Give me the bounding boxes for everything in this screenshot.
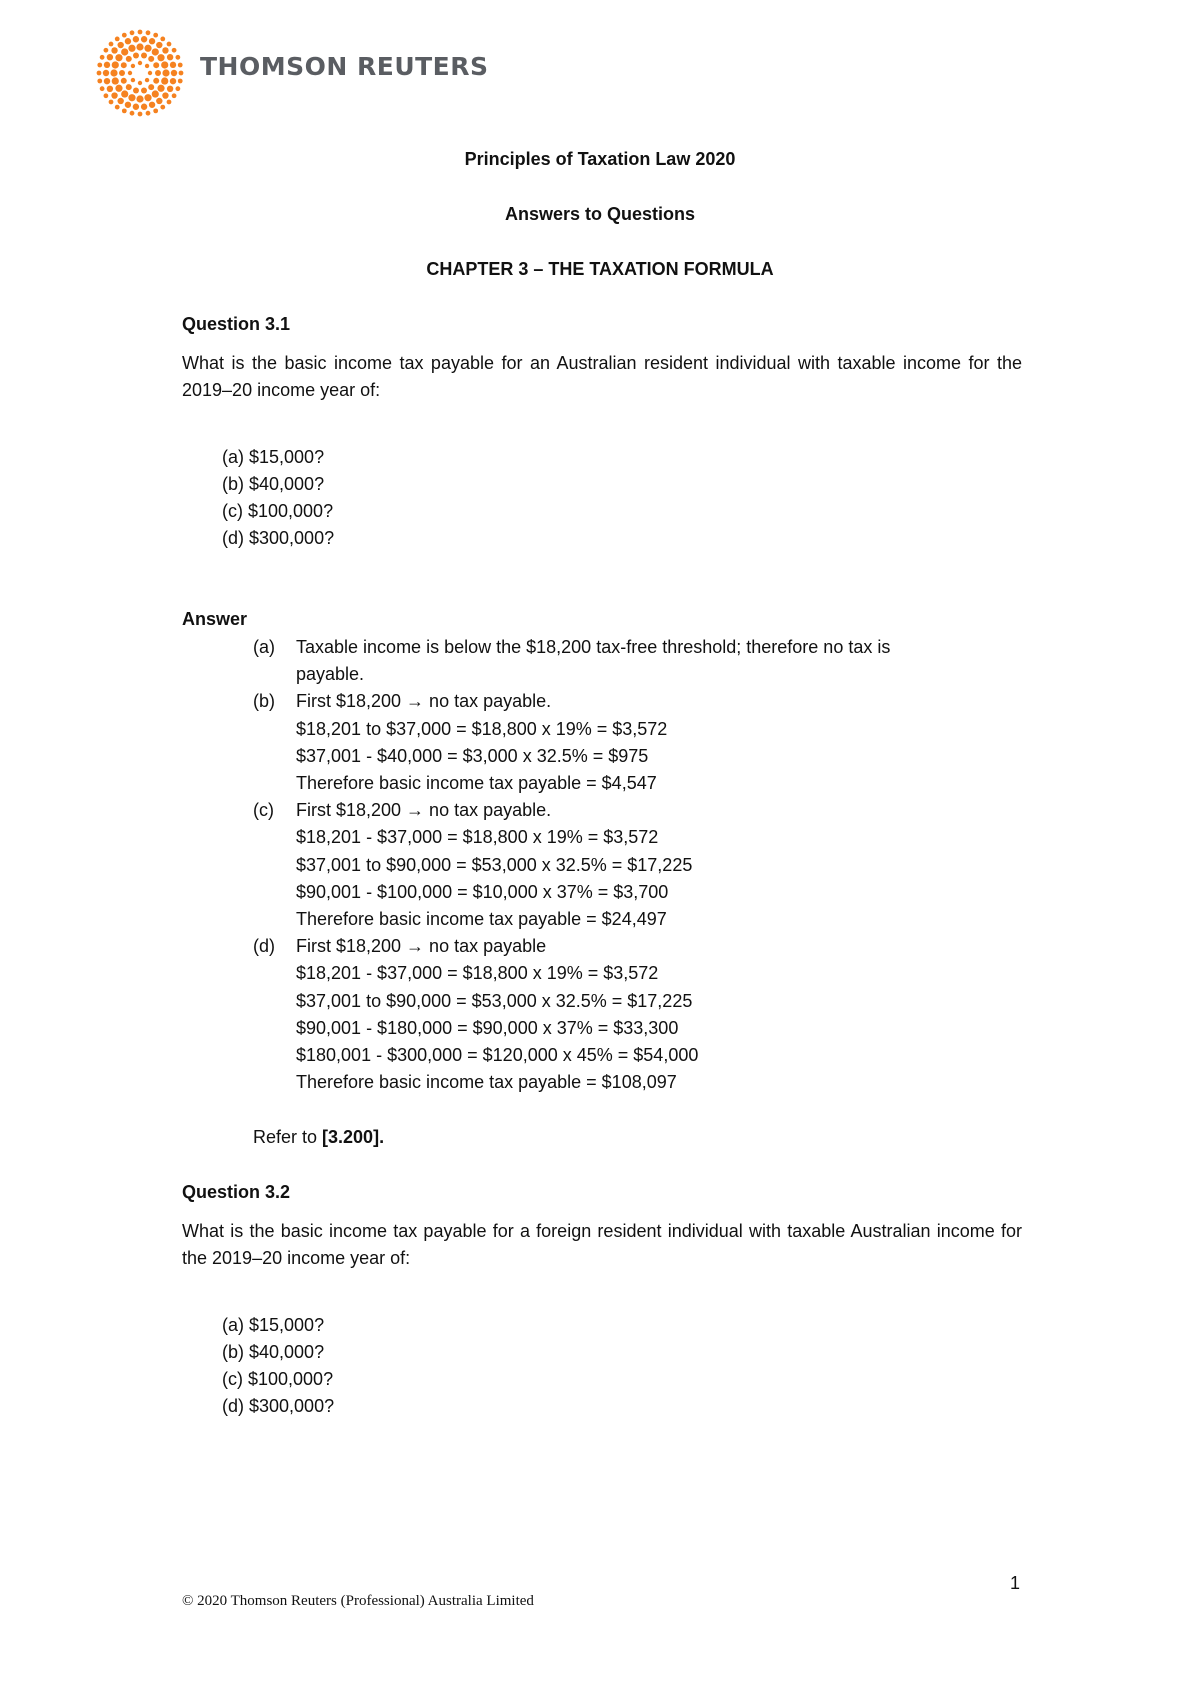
logo-dot [121, 48, 128, 55]
logo-dot [148, 84, 154, 90]
answer-item-label: (b) [253, 691, 275, 712]
answer-item-label: (d) [253, 936, 275, 957]
logo-dot [170, 62, 176, 68]
thomson-reuters-logo-icon [92, 28, 188, 118]
answer-line: payable. [296, 664, 365, 685]
logo-dot [104, 93, 109, 98]
question-3-2-text: What is the basic income tax payable for a foreign resident individual with taxable Australian income for the 2019–20 income year of: [182, 1221, 1022, 1268]
logo-dot [152, 90, 159, 97]
logo-dot [153, 108, 158, 113]
question-3-1-heading: Question 3.1 [182, 314, 291, 334]
logo-dot [97, 79, 102, 84]
logo-dot [138, 81, 142, 85]
logo-dot [141, 52, 147, 58]
logo-dot [117, 98, 123, 104]
logo-dot [156, 42, 162, 48]
copyright-footer: © 2020 Thomson Reuters (Professional) Australia Limited [182, 1593, 534, 1609]
logo-dot [117, 42, 123, 48]
answer-item-label: (a) [253, 637, 275, 657]
answer-item-label: (c) [253, 800, 274, 821]
page-number: 1 [1010, 1573, 1021, 1593]
logo-dot [104, 78, 110, 84]
logo-dot [162, 47, 168, 53]
logo-dot [136, 43, 143, 50]
answer-item [253, 688, 890, 797]
logo-dot [125, 38, 131, 44]
logo-dot [130, 111, 135, 116]
logo-dot [157, 85, 164, 92]
logo-dot [138, 112, 143, 117]
question-3-2-heading: Question 3.2 [182, 1182, 291, 1202]
logo-dot [161, 77, 168, 84]
logo-dot [115, 54, 122, 61]
answer-item [253, 797, 890, 933]
logo-dot [128, 71, 132, 75]
option-item: (c) $100,000? [222, 1369, 334, 1389]
logo-dot [141, 104, 147, 110]
logo-dot [115, 85, 122, 92]
answer-item [253, 933, 890, 1096]
question-3-1-options [222, 444, 334, 552]
logo-dot [152, 48, 159, 55]
logo-dot [148, 71, 152, 75]
logo-dot [155, 70, 161, 76]
logo-dot [153, 62, 159, 68]
logo-dot [160, 37, 165, 42]
logo-dot [133, 52, 139, 58]
answer-line: $18,201 - $37,000 = $18,800 x 19% = $3,572 [296, 827, 659, 848]
option-item: (a) $15,000? [222, 447, 325, 467]
logo-dot [179, 71, 184, 76]
logo-dot [111, 92, 117, 98]
brand-name: THOMSON REUTERS [200, 52, 489, 81]
logo-dot [107, 54, 113, 60]
logo-dot [126, 84, 132, 90]
option-item: (b) $40,000? [222, 1342, 325, 1362]
option-item: (b) $40,000? [222, 474, 325, 494]
answer-line: $37,001 to $90,000 = $53,000 x 32.5% = $17,225 [296, 854, 693, 875]
logo-dot [133, 36, 139, 42]
answer-line: Therefore basic income tax payable = $108,097 [296, 1072, 677, 1093]
answer-line: First $18,200 → no tax payable. [296, 800, 552, 821]
logo-dot [141, 88, 147, 94]
logo-dot [162, 69, 169, 76]
logo-dot [149, 102, 155, 108]
option-item: (c) $100,000? [222, 501, 334, 521]
document-title: Principles of Taxation Law 2020 [464, 149, 736, 169]
logo-dot [148, 56, 154, 62]
logo-dot [178, 79, 183, 84]
answer-line: $90,001 - $180,000 = $90,000 x 37% = $33,300 [296, 1017, 679, 1038]
answer-line: $18,201 to $37,000 = $18,800 x 19% = $3,572 [296, 718, 668, 739]
logo-dot [146, 30, 151, 35]
logo-dot [138, 61, 142, 65]
logo-dot [178, 63, 183, 68]
logo-dot [121, 62, 127, 68]
logo-dot [133, 88, 139, 94]
logo-dot [145, 64, 149, 68]
logo-dot [141, 36, 147, 42]
answer-line: $90,001 - $100,000 = $10,000 x 37% = $3,700 [296, 881, 669, 902]
document-subtitle: Answers to Questions [504, 204, 696, 224]
logo-dot [171, 70, 177, 76]
logo-dot [100, 55, 105, 60]
logo-dot [97, 71, 102, 76]
answer-line: $180,001 - $300,000 = $120,000 x 45% = $54,000 [296, 1045, 699, 1066]
logo-dot [172, 93, 177, 98]
refer-reference: [3.200]. [322, 1127, 385, 1147]
logo-dot [149, 38, 155, 44]
logo-dot [107, 86, 113, 92]
logo-dot [156, 98, 162, 104]
logo-dot [167, 100, 172, 105]
answer-heading: Answer [182, 609, 248, 629]
answer-line: Therefore basic income tax payable = $4,547 [296, 773, 657, 794]
logo-dot [138, 30, 143, 35]
answer-line: $37,001 to $90,000 = $53,000 x 32.5% = $17,225 [296, 990, 693, 1011]
logo-dot [162, 92, 168, 98]
chapter-heading: CHAPTER 3 – THE TAXATION FORMULA [426, 259, 774, 279]
answer-list [253, 634, 890, 1096]
logo-dot [115, 37, 120, 42]
logo-dot [125, 102, 131, 108]
logo-dot [121, 78, 127, 84]
logo-dot [128, 94, 135, 101]
logo-dot [170, 78, 176, 84]
question-3-1-text: What is the basic income tax payable for an Australian resident individual with taxable income for the 2019–20 income year of: [182, 353, 1022, 400]
logo-dot [157, 54, 164, 61]
logo-dot [112, 77, 119, 84]
logo-dot [144, 45, 151, 52]
logo-dot [122, 33, 127, 38]
option-item: (d) $300,000? [222, 528, 335, 548]
refer-prefix: Refer to [253, 1127, 323, 1147]
logo-dot [145, 78, 149, 82]
logo-dot [146, 111, 151, 116]
answer-line: First $18,200 → no tax payable [296, 936, 547, 957]
thomson-reuters-logo [92, 28, 492, 118]
logo-dot [110, 69, 117, 76]
logo-dot [160, 105, 165, 110]
answer-line: $18,201 - $37,000 = $18,800 x 19% = $3,572 [296, 963, 659, 984]
refer-note [253, 1127, 384, 1148]
answer-line: Taxable income is below the $18,200 tax-free threshold; therefore no tax is [296, 637, 891, 657]
logo-dot [136, 95, 143, 102]
option-item: (d) $300,000? [222, 1396, 335, 1416]
answer-line: Therefore basic income tax payable = $24,497 [296, 909, 667, 930]
logo-dot [167, 42, 172, 47]
answer-line: First $18,200 → no tax payable. [296, 691, 552, 712]
answer-line: $37,001 - $40,000 = $3,000 x 32.5% = $975 [296, 745, 649, 766]
logo-dot [103, 70, 109, 76]
logo-dot [97, 63, 102, 68]
logo-dot [131, 78, 135, 82]
logo-dot [109, 100, 114, 105]
answer-item [253, 634, 890, 688]
logo-dot [167, 54, 173, 60]
logo-dot [122, 108, 127, 113]
logo-dot [175, 86, 180, 91]
logo-dot [167, 86, 173, 92]
logo-dot [112, 61, 119, 68]
logo-dot [119, 70, 125, 76]
logo-dot [115, 105, 120, 110]
logo-dot [153, 78, 159, 84]
logo-dot [172, 48, 177, 53]
logo-dot [126, 56, 132, 62]
option-item: (a) $15,000? [222, 1315, 325, 1335]
logo-dot [100, 86, 105, 91]
logo-dot [175, 55, 180, 60]
logo-dot [111, 47, 117, 53]
logo-dot [133, 104, 139, 110]
logo-dot [104, 62, 110, 68]
logo-dot [130, 30, 135, 35]
logo-dot [153, 33, 158, 38]
logo-dot [121, 90, 128, 97]
logo-dot [161, 61, 168, 68]
question-3-2-options [222, 1312, 334, 1420]
logo-dot [131, 64, 135, 68]
logo-dot [128, 45, 135, 52]
logo-dot [144, 94, 151, 101]
logo-dot [104, 48, 109, 53]
logo-dot [109, 42, 114, 47]
